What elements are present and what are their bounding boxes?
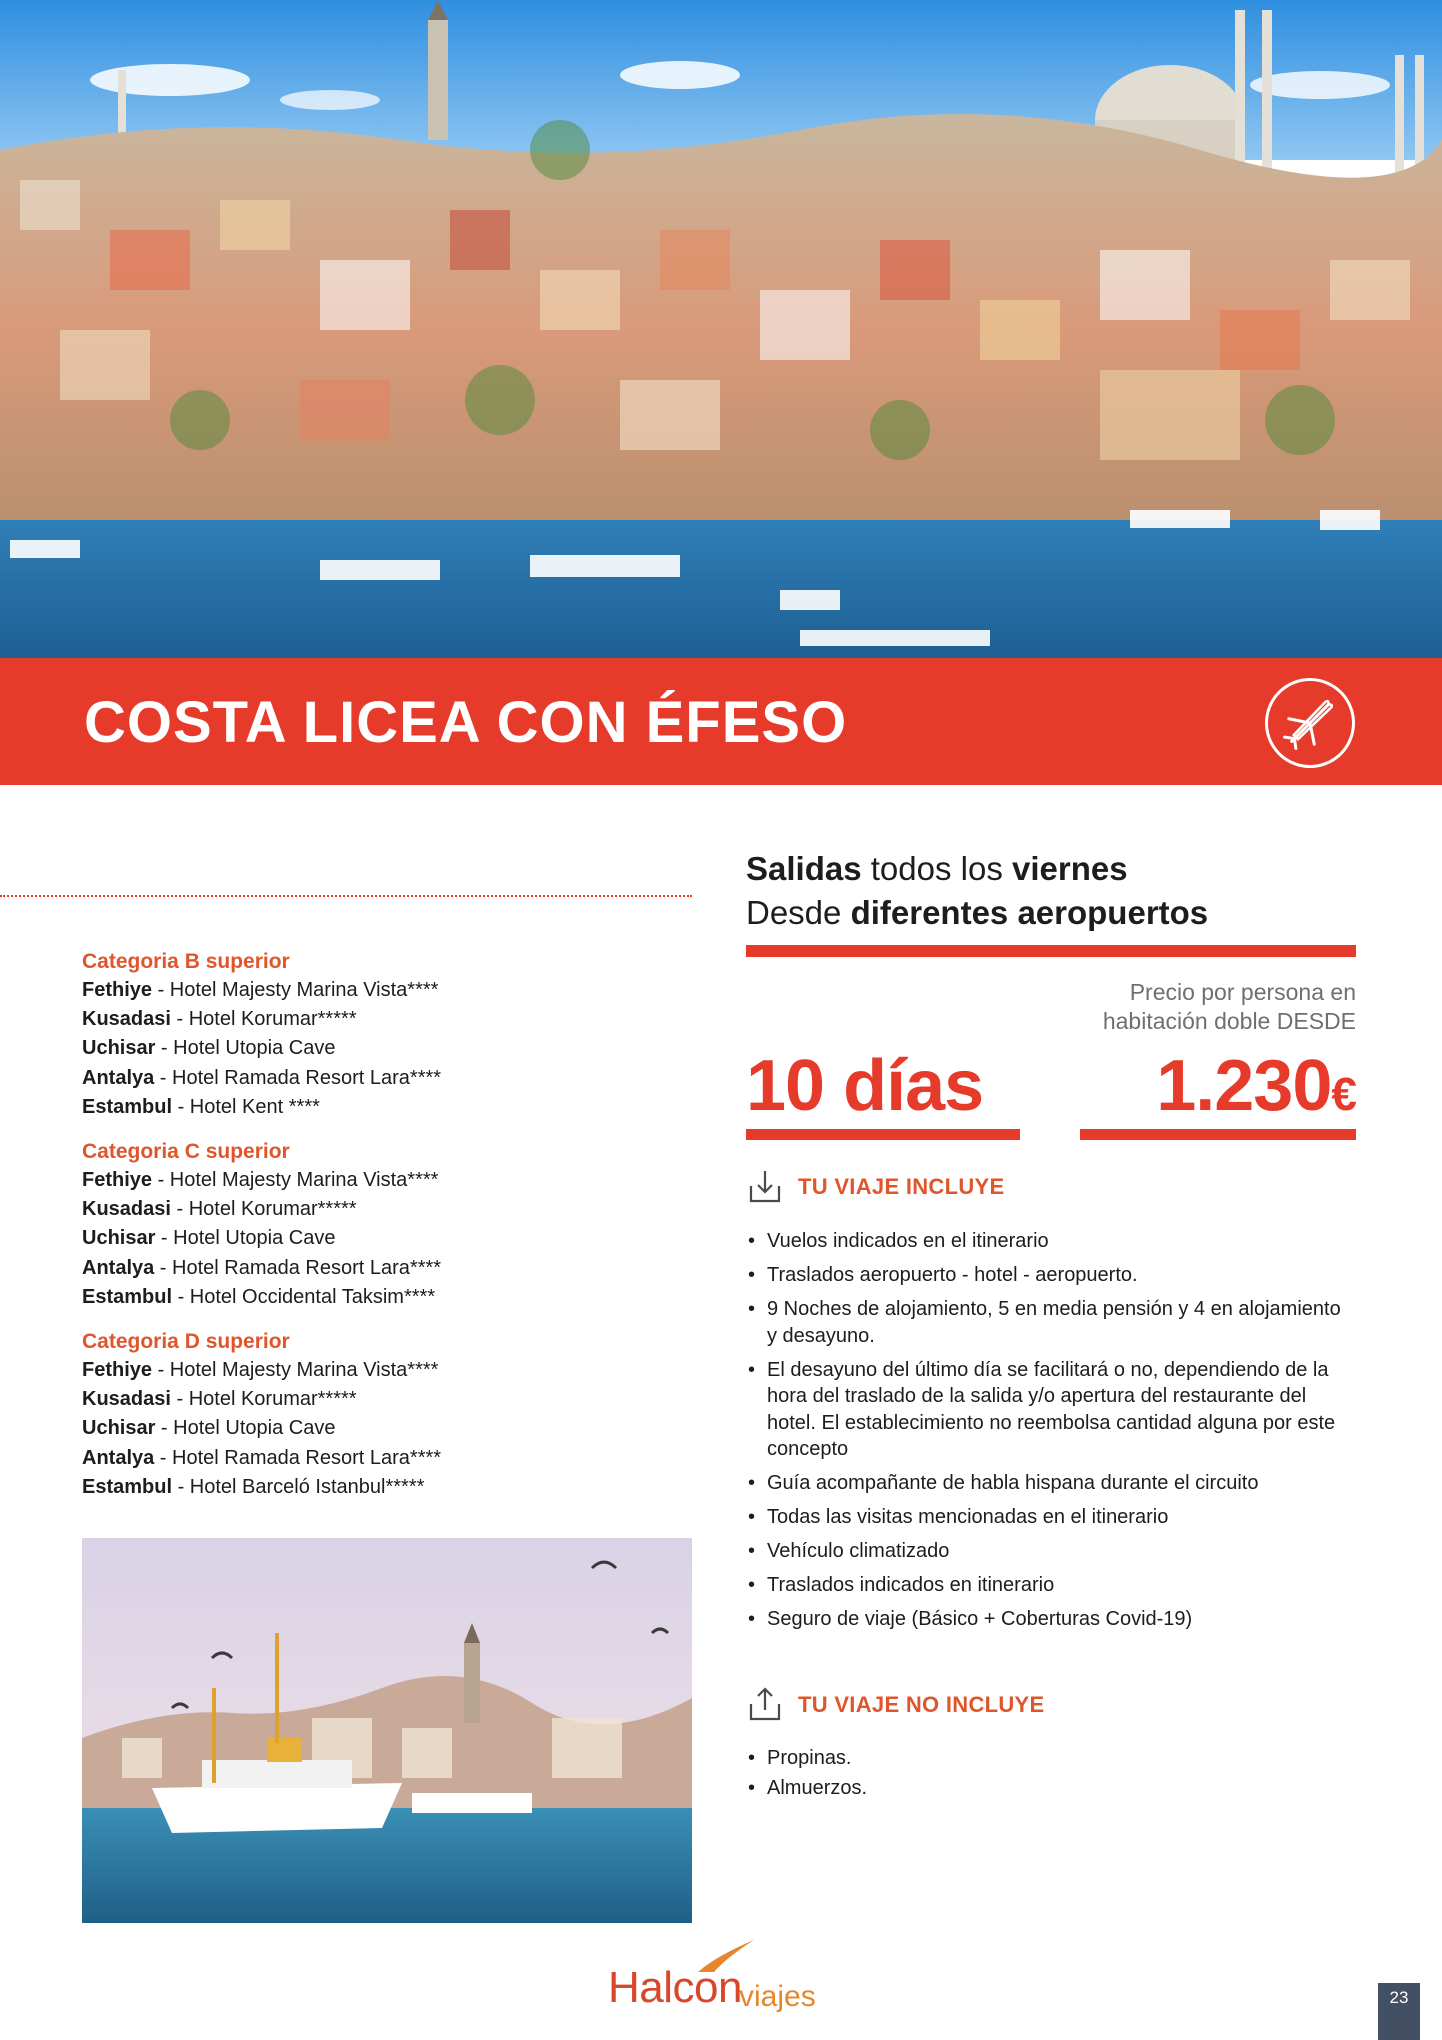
departures-regular-2: Desde [746,894,851,931]
departures-bold-b: viernes [1012,850,1128,887]
hotel-city: Uchisar [82,1417,156,1440]
hotel-city: Kusadasi [82,1388,171,1411]
includes-list [746,1228,1346,1640]
hotel-line [82,1356,692,1385]
hotel-line [82,1166,692,1195]
price-note-line-2: habitación doble DESDE [1102,1008,1356,1034]
hotel-line [82,1254,692,1283]
hotel-city: Uchisar [82,1227,156,1250]
departures-line-1 [746,847,1208,891]
list-item: • Guía acompañante de habla hispana durante el circuito [746,1470,1346,1497]
hotel-line [82,1064,692,1093]
trip-duration: 10 días [746,1046,984,1126]
departures-line-2 [746,891,1208,935]
trip-price [1080,1045,1356,1135]
excludes-header [746,1686,1045,1724]
hotel-name: - Hotel Ramada Resort Lara**** [154,1446,442,1469]
hotel-city: Antalya [82,1256,155,1279]
category-title: Categoria B superior [82,950,290,973]
category-title: Categoria C superior [82,1140,290,1164]
hotel-city: Kusadasi [82,1198,171,1221]
hotel-name: - Hotel Majesty Marina Vista**** [152,1359,439,1382]
hotel-city: Uchisar [82,1037,156,1060]
trip-title: COSTA LICEA CON ÉFESO [84,690,848,755]
excludes-title: TU VIAJE NO INCLUYE [798,1692,1045,1717]
hotel-name: - Hotel Ramada Resort Lara**** [154,1256,442,1279]
hotel-city: Fethiye [82,979,153,1001]
dotted-divider [0,895,692,897]
hotel-line [82,1005,692,1034]
list-item: • Almuerzos. [746,1775,1346,1802]
hotel-line [82,1093,692,1122]
hotel-name: - Hotel Majesty Marina Vista**** [152,979,439,1001]
hotel-category [82,1327,692,1502]
hotel-line [82,1414,692,1443]
hotel-name: - Hotel Majesty Marina Vista**** [152,1169,439,1192]
upload-tray-icon [746,1686,784,1724]
hotel-city: Estambul [82,1095,173,1118]
category-title: Categoria D superior [82,1330,290,1354]
hotel-name: - Hotel Korumar***** [170,1198,357,1221]
price-value: 1.230 [1156,1046,1332,1126]
hotel-line [82,1195,692,1224]
hotel-name: - Hotel Utopia Cave [155,1037,336,1060]
hotel-line [82,1224,692,1253]
hotel-city: Kusadasi [82,1008,171,1031]
hotel-city: Fethiye [82,1169,153,1192]
ferry-photo [82,1538,692,1923]
includes-title: TU VIAJE INCLUYE [798,1174,1005,1199]
list-item: • Propinas. [746,1745,1346,1772]
list-item: • 9 Noches de alojamiento, 5 en media pensión y 4 en alojamiento y desayuno. [746,1296,1346,1349]
hotel-name: - Hotel Ramada Resort Lara**** [154,1066,442,1089]
list-item: • Traslados indicados en itinerario [746,1572,1346,1599]
list-item: • Traslados aeropuerto - hotel - aeropuerto. [746,1262,1346,1289]
hotel-category [82,947,692,1122]
halcon-viajes-logo [608,1938,838,2018]
excludes-list [746,1745,1346,1804]
hotel-line [82,1473,692,1502]
departures-regular: todos los [861,850,1012,887]
price-note-line-1: Precio por persona en [1129,979,1356,1005]
title-band [0,658,1442,785]
hotel-city: Estambul [82,1475,173,1498]
list-item: • Vuelos indicados en el itinerario [746,1228,1346,1255]
list-item: • Todas las visitas mencionadas en el itinerario [746,1504,1346,1531]
hotel-line [82,1444,692,1473]
hotel-city: Antalya [82,1446,155,1469]
hotel-city: Estambul [82,1285,173,1308]
hotel-city: Antalya [82,1066,155,1089]
red-rule [746,945,1356,957]
hotel-name: - Hotel Kent **** [172,1095,320,1118]
includes-header [746,1168,1005,1206]
hotel-name: - Hotel Korumar***** [170,1008,357,1031]
hotel-line [82,1034,692,1063]
hotel-name: - Hotel Occidental Taksim**** [172,1285,436,1308]
departures-bold-c: diferentes aeropuertos [850,894,1209,931]
airplane-icon [1265,678,1355,768]
hotel-name: - Hotel Korumar***** [170,1388,357,1411]
download-tray-icon [746,1168,784,1206]
hotel-city: Fethiye [82,1359,153,1382]
currency-symbol: € [1331,1068,1356,1120]
hotel-categories [82,947,692,1517]
list-item: • El desayuno del último día se facilitará o no, dependiendo de la hora del traslado de la salida y/o apertura del restaurante del hotel. El establecimiento no reembolsa cantidad alguna por este concepto [746,1357,1346,1463]
page-number: 23 [1378,1983,1420,2040]
departures-info [746,847,1208,935]
price-underline [1080,1129,1356,1140]
hotel-category [82,1137,692,1312]
departures-bold-a: Salidas [746,850,862,887]
hotel-line [82,1283,692,1312]
logo-brand-main: Halcon [608,1963,742,2012]
duration-underline [746,1129,1020,1140]
hotel-name: - Hotel Utopia Cave [155,1417,336,1440]
hotel-name: - Hotel Utopia Cave [155,1227,336,1250]
hotel-line [82,1385,692,1414]
hotel-name: - Hotel Barceló Istanbul***** [172,1475,425,1498]
hotel-line [82,976,692,1005]
list-item: • Seguro de viaje (Básico + Coberturas Covid-19) [746,1606,1346,1633]
hero-photo-istanbul [0,0,1442,658]
price-note [1000,978,1356,1036]
list-item: • Vehículo climatizado [746,1538,1346,1565]
logo-brand-sub: viajes [739,1980,816,2013]
